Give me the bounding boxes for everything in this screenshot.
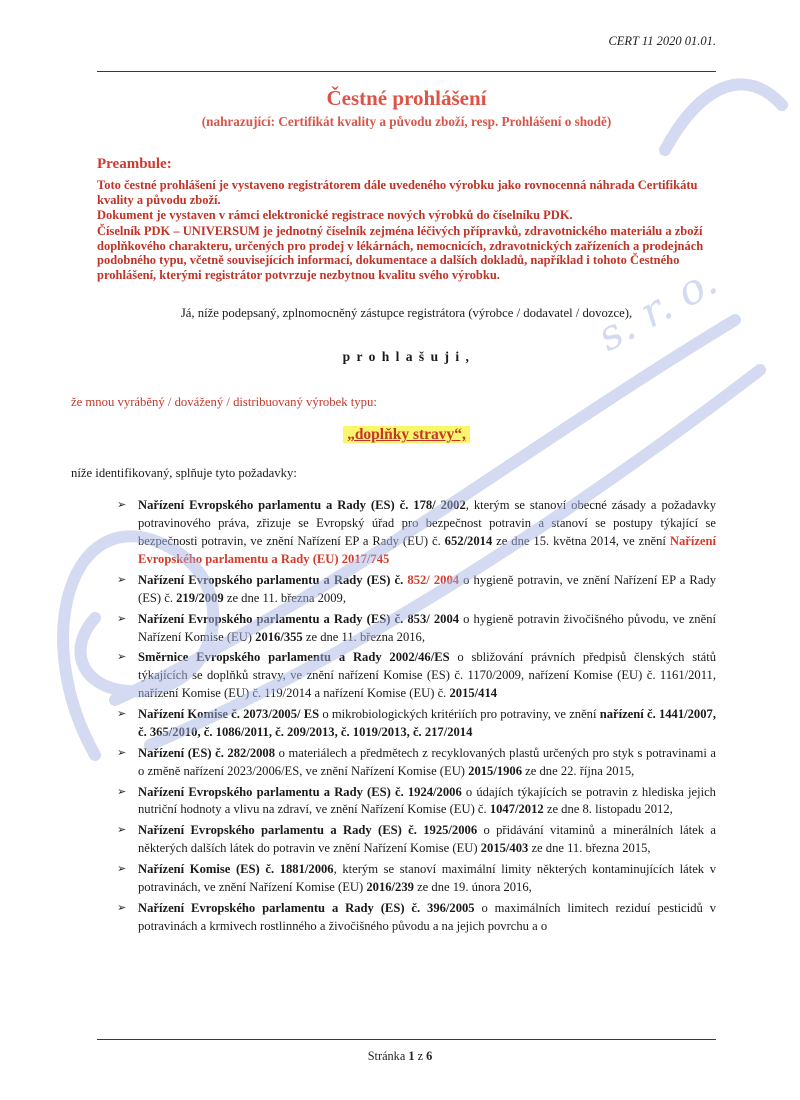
text-segment: 219/2009 [176, 590, 224, 605]
preamble-paragraph: Toto čestné prohlášení je vystaveno registrátorem dále uvedeného výrobku jako rovnocenná náhrada Certifikátu kvality a původu zboží. [97, 178, 698, 207]
bottom-divider [97, 1039, 716, 1040]
arrow-bullet-icon: ➢ [117, 863, 127, 875]
text-segment: Nařízení Evropského parlamentu a Rady (ES) č. 396/2005 [138, 900, 475, 915]
text-segment: Nařízení Evropského parlamentu a Rady (ES) č. [138, 572, 408, 587]
text-segment: Stránka [367, 1049, 409, 1063]
document-ref: CERT 11 2020 01.01. [608, 34, 716, 48]
arrow-bullet-icon: ➢ [117, 746, 127, 759]
arrow-bullet-icon: ➢ [117, 573, 127, 586]
preamble-paragraph: Číselník PDK – UNIVERSUM je jednotný číselník zejména léčivých přípravků, zdravotnického materiálu a zboží doplňkového charakteru, určených pro prodej v lékárnách, nemocnicích, zdravotnických zařízeních a prodejnách podobného typu, včetně souvisejících informací, dokumentace a dalších dokladů, například i tohoto Čestného prohlášení, kterými registrátor potvrzuje nezbytnou kvalitu svého výrobku. [97, 223, 704, 282]
product-name-highlight: „doplňky stravy“, [343, 426, 470, 443]
document-subtitle: (nahrazující: Certifikát kvality a původu zboží, resp. Prohlášení o shodě) [201, 114, 612, 129]
requirement-item [117, 649, 716, 703]
text-segment: o maximálních limitech reziduí pesticidů v potravinách a krmivech rostlinného a živočišného původu a na jejich povrchu a o [138, 900, 716, 933]
product-name-line [97, 426, 716, 444]
requirement-item [117, 611, 716, 647]
text-segment: 2016/355 [255, 629, 303, 644]
text-segment: 2016/239 [366, 879, 414, 894]
text-segment: Nařízení (ES) č. 282/2008 [138, 745, 276, 760]
arrow-bullet-icon: ➢ [117, 824, 127, 837]
requirement-item [117, 745, 716, 781]
text-segment: 2015/414 [449, 686, 498, 701]
requirement-item [117, 706, 716, 742]
document-title: Čestné prohlášení [326, 86, 487, 110]
watermark-text: s. r. o. [589, 255, 726, 361]
text-segment: o přidávání vitaminů a minerálních látek a některých dalších látek do potravin ve znění Nařízení Komise (EU) [138, 823, 716, 856]
requirement-item [117, 900, 716, 936]
text-segment: Nařízení Evropského parlamentu a Rady (EU) 2017/745 [138, 534, 717, 566]
product-type-line: že mnou vyráběný / dovážený / distribuovaný výrobek typu: [71, 395, 377, 410]
text-segment: 852/ 2004 [407, 572, 460, 587]
text-segment: z [414, 1049, 427, 1063]
text-segment: o hygieně potravin živočišného původu, ve znění Nařízení Komise (EU) [138, 611, 716, 644]
declaration-verb: p r o h l a š u j i , [342, 349, 471, 365]
text-segment: , kterým se stanoví obecné zásady a požadavky potravinového práva, zřizuje se Evropský úřad pro bezpečnost potravin a stanoví se postupy týkající se bezpečnosti potravin, ve znění Nařízení EP a Rady (EU) č. [138, 498, 716, 549]
text-segment: o mikrobiologických kritériích pro potraviny, ve znění [319, 707, 600, 721]
requirement-item [117, 572, 716, 608]
text-segment: o materiálech a předmětech z recyklovaných plastů určených pro styk s potravinami a o změně nařízení 2023/2006/ES, ve znění Nařízení Komise (EU) [138, 745, 716, 778]
text-segment: o hygieně potravin, ve znění Nařízení EP a Rady (ES) č. [138, 572, 716, 605]
text-segment: 2015/1906 [468, 763, 523, 778]
requirement-item [117, 861, 716, 897]
requirement-item [117, 822, 716, 858]
requirement-item [117, 784, 716, 820]
arrow-bullet-icon: ➢ [117, 901, 127, 914]
text-segment: ze dne 15. května 2014, ve znění [492, 534, 670, 549]
arrow-bullet-icon: ➢ [117, 708, 127, 720]
text-segment: ze dne 22. října 2015, [522, 763, 635, 778]
text-segment: Nařízení Evropského parlamentu a Rady (ES) č. 1924/2006 [138, 784, 462, 799]
preamble-heading: Preambule: [97, 156, 172, 172]
text-segment: 2015/403 [480, 841, 529, 856]
arrow-bullet-icon: ➢ [117, 651, 127, 664]
declaration-intro: Já, níže podepsaný, zplnomocněný zástupce registrátora (výrobce / dodavatel / dovozce), [180, 306, 633, 321]
text-segment: Nařízení Evropského parlamentu a Rady (ES) č. 853/ 2004 [138, 611, 460, 626]
text-segment: Směrnice Evropského parlamentu a Rady 2002/46/ES [138, 650, 450, 665]
arrow-bullet-icon: ➢ [117, 785, 127, 798]
requirements-list [97, 497, 716, 935]
text-segment: ze dne 8. listopadu 2012, [543, 802, 673, 817]
text-segment: Nařízení Komise č. 2073/2005/ ES [138, 707, 320, 721]
text-segment: ze dne 11. března 2016, [302, 629, 426, 644]
top-divider [97, 71, 716, 72]
arrow-bullet-icon: ➢ [117, 612, 127, 625]
preamble-text [97, 178, 716, 282]
identified-line: níže identifikovaný, splňuje tyto požadavky: [71, 466, 297, 481]
text-segment: , kterým se stanoví maximální limity některých kontaminujících látek v potravinách, ve znění Nařízení Komise (EU) [138, 862, 716, 894]
text-segment: ze dne 11. března 2009, [223, 590, 346, 605]
arrow-bullet-icon: ➢ [117, 499, 127, 512]
text-segment: o údajích týkajících se potravin z hlediska jejich nutriční hodnoty a vlivu na zdraví, ve znění Nařízení Komise (EU) č. [138, 784, 716, 817]
text-segment: Nařízení Evropského parlamentu a Rady (ES) č. 1925/2006 [138, 823, 478, 838]
text-segment: 1047/2012 [489, 802, 544, 817]
text-segment: ze dne 11. března 2015, [528, 841, 651, 856]
text-segment: o sbližování právních předpisů členských států týkajících se doplňků stravy, ve znění nařízení Komise (ES) č. 1170/2009, nařízení Komise (EU) č. 1161/2011, nařízení Komise (EU) č. 119/2014 a nařízení Komise (EU) č. [138, 650, 716, 701]
requirement-item [117, 497, 716, 569]
text-segment: 652/2014 [444, 534, 493, 549]
text-segment: ze dne 19. února 2016, [413, 879, 532, 894]
text-segment: Nařízení Evropského parlamentu a Rady (ES) č. 178/ 2002 [138, 498, 466, 513]
text-segment: 6 [426, 1049, 433, 1063]
page-number [0, 1049, 800, 1064]
text-segment: nařízení č. 1441/2007, č. 365/2010, č. 1086/2011, č. 209/2013, č. 1019/2013, č. 217/2014 [138, 707, 716, 739]
preamble-paragraph: Dokument je vystaven v rámci elektronické registrace nových výrobků do číselníku PDK. [97, 208, 573, 223]
text-segment: 1 [408, 1049, 415, 1063]
text-segment: Nařízení Komise (ES) č. 1881/2006 [138, 862, 334, 876]
